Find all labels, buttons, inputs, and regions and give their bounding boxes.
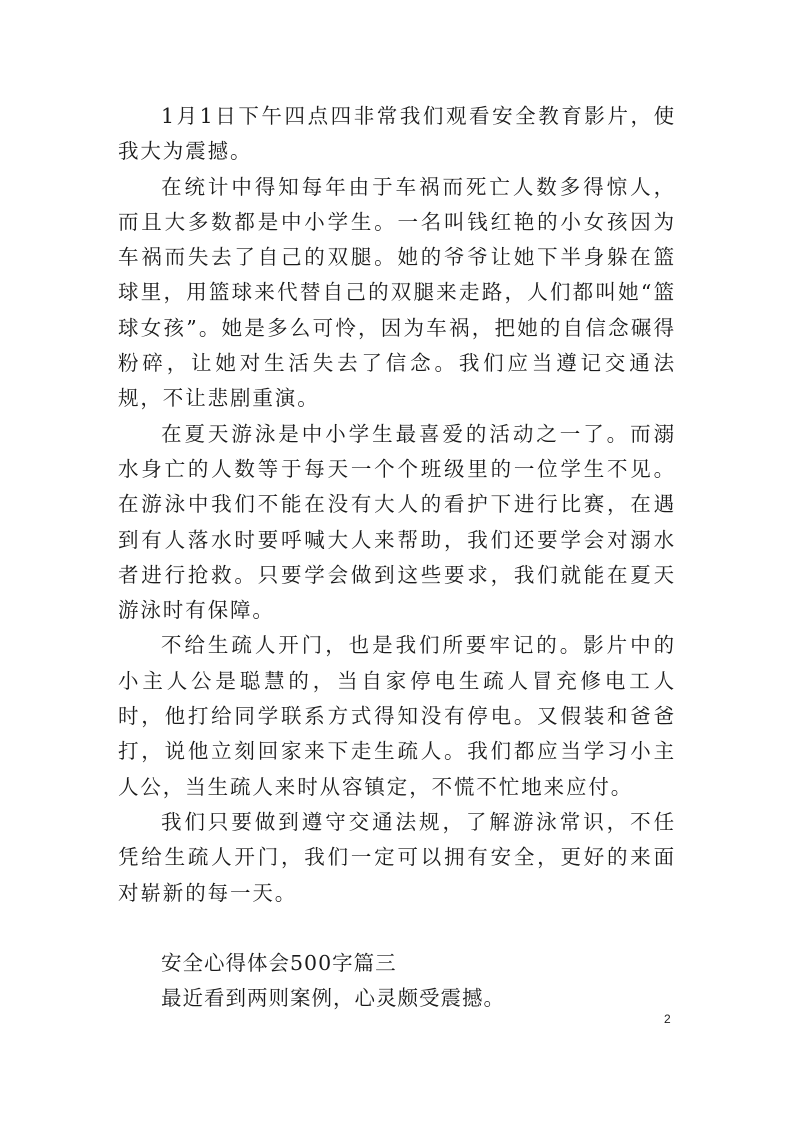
paragraph-conclusion: 我们只要做到遵守交通法规，了解游泳常识，不任凭给生疏人开门，我们一定可以拥有安全，更好的来面对崭新的每一天。 xyxy=(118,809,676,905)
paragraph-intro: 1月1日下午四点四非常我们观看安全教育影片，使我大为震撼。 xyxy=(118,104,676,164)
paragraph-traffic: 在统计中得知每年由于车祸而死亡人数多得惊人，而且大多数都是中小学生。一名叫钱红艳的小女孩因为车祸而失去了自己的双腿。她的爷爷让她下半身躲在篮球里，用篮球来代替自己的双腿来走路，人们都叫她“篮球女孩”。她是多么可怜，因为车祸，把她的自信念碾得粉碎，让她对生活失去了信念。我们应当遵记交通法规，不让悲剧重演。 xyxy=(118,174,676,411)
paragraph-strangers: 不给生疏人开门，也是我们所要牢记的。影片中的小主人公是聪慧的，当自家停电生疏人冒充修电工人时，他打给同学联系方式得知没有停电。又假装和爸爸打，说他立刻回家来下走生疏人。我们都应当学习小主人公，当生疏人来时从容镇定，不慌不忙地来应付。 xyxy=(118,633,676,799)
document-body xyxy=(118,99,676,1016)
page-number: 2 xyxy=(664,1012,671,1026)
section-spacer xyxy=(118,911,676,946)
paragraph-swimming: 在夏天游泳是中小学生最喜爱的活动之一了。而溺水身亡的人数等于每天一个个班级里的一位学生不见。在游泳中我们不能在没有大人的看护下进行比赛，在遇到有人落水时要呼喊大人来帮助，我们还要学会对溺水者进行抢救。只要学会做到这些要求，我们就能在夏天游泳时有保障。 xyxy=(118,421,676,623)
section-first-line: 最近看到两则案例，心灵颇受震撼。 xyxy=(161,986,505,1011)
section-heading: 安全心得体会500字篇三 xyxy=(161,950,397,975)
